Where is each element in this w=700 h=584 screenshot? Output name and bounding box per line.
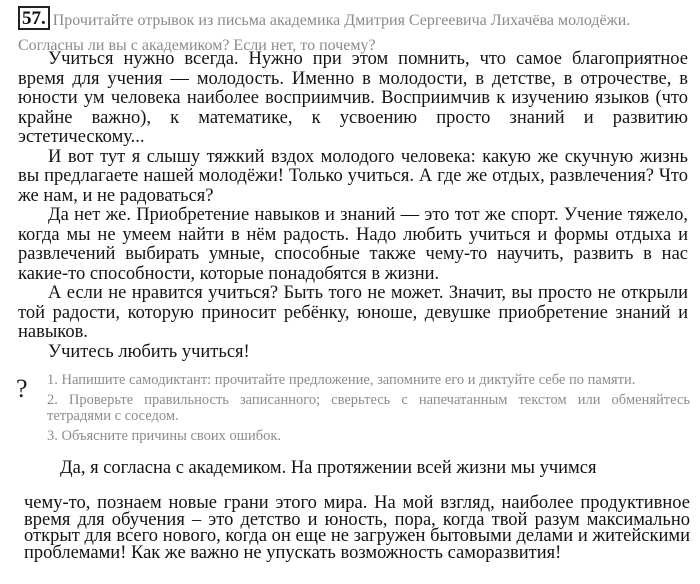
question-mark-icon: ? — [16, 374, 28, 403]
task-number: 57. — [18, 6, 50, 30]
excerpt-paragraph: А если не нравится учиться? Быть того не может. Значит, вы просто не открыли той радости, которую приносит ребёнку, юноше, девушке приобретение знаний и навыков. — [18, 283, 688, 342]
excerpt-paragraph: И вот тут я слышу тяжкий вздох молодого человека: какую же скучную жизнь вы предлагаете нашей молодёжи! Только учиться. А где же отдых, развлечения? Что же нам, и не радоваться? — [18, 146, 688, 206]
task-instruction-line2: Согласны ли вы с академиком? Если нет, то почему? — [18, 37, 376, 54]
letter-excerpt — [18, 50, 688, 362]
questions-list — [47, 372, 690, 447]
excerpt-paragraph: Да нет же. Приобретение навыков и знаний — это тот же спорт. Учение тяжело, когда мы не умеем найти в нём радость. Надо любить учиться и формы отдыха и развлечений выбирать умные, способные также чему-то научить, развить в нас какие-то способности, которые понадобятся в жизни. — [18, 205, 688, 284]
question-item: 1. Напишите самодиктант: прочитайте предложение, запомните его и диктуйте себе по памяти. — [47, 372, 636, 388]
answer-first-line: Да, я согласна с академиком. На протяжении всей жизни мы учимся — [60, 458, 597, 478]
question-item: 3. Объясните причины своих ошибок. — [47, 427, 281, 444]
task-instruction-line1: Прочитайте отрывок из письма академика Дмитрия Сергеевича Лихачёва молодёжи. — [52, 12, 631, 29]
answer-continuation: чему-то, познаем новые грани этого мира. На мой взгляд, наиболее продуктивное время для обучения – это детство и юность, пора, когда твой разум максимально открыт для всего нового, когда он еще не загружен бытовыми делами и житейскими проблемами! Как же важно не упускать возможность саморазвития! — [24, 493, 690, 563]
excerpt-paragraph: Учитесь любить учиться! — [48, 341, 250, 362]
excerpt-paragraph: Учиться нужно всегда. Нужно при этом помнить, что самое благоприятное время для учения — молодость. Именно в молодости, в детстве, в отрочестве, в юности ум человека наиболее восприимчив. Восприимчив к изучению языков (что крайне важно), к математике, к усвоению просто знаний и развитию эстетическому... — [18, 49, 688, 147]
question-item: 2. Проверьте правильность записанного; сверьтесь с напечатанным текстом или обменяйтесь тетрадями с соседом. — [47, 391, 690, 424]
